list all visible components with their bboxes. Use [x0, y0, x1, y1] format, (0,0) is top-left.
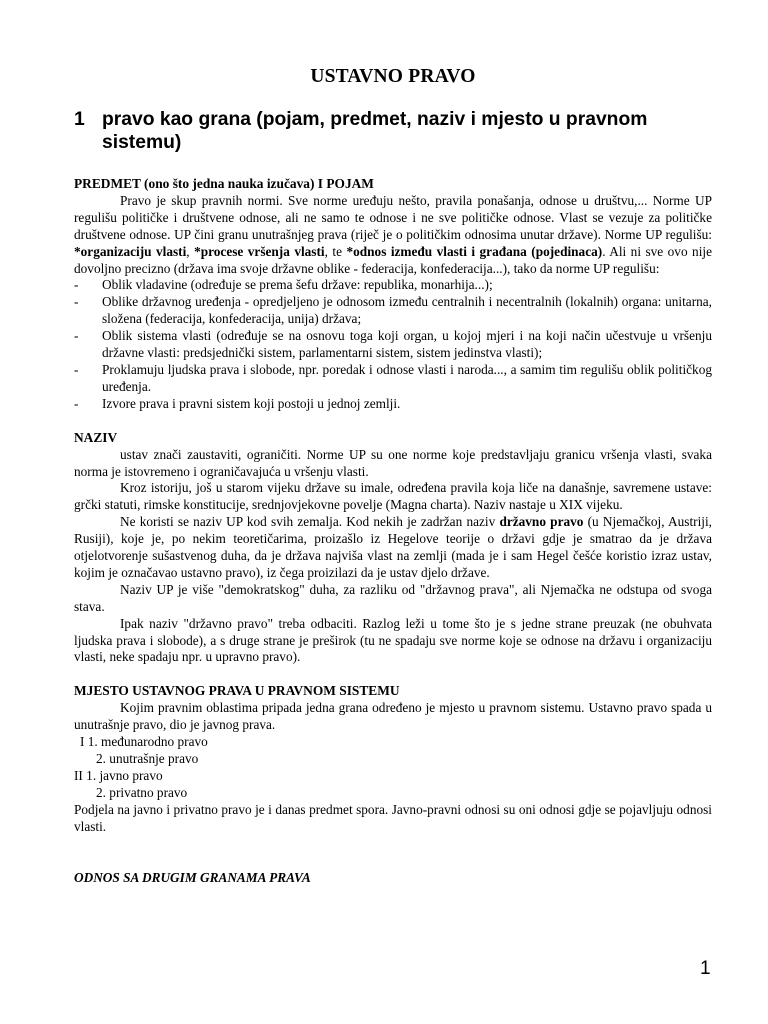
- predmet-bold-2: *procese vršenja vlasti: [194, 243, 325, 259]
- naziv-paragraph-2: Kroz istoriju, još u starom vijeku države su imale, određena pravila koja liče na današnje, savremene ustave: grčki statuti, rimske konstitucije, srednjovjekovne povelje (Magna charta). Naziv nastaje u XIX vijeku.: [74, 480, 712, 513]
- list-item: - Izvore prava i pravni sistem koji postoji u jednoj zemlji.: [74, 396, 712, 413]
- naziv-paragraph-4: Naziv UP je više "demokratskog" duha, za razliku od "državnog prava", ali Njemačka ne odstupa od svoga stava.: [74, 581, 712, 614]
- predmet-list: [74, 277, 712, 412]
- predmet-text-d: , te: [324, 243, 347, 259]
- list-item: - Oblik vladavine (određuje se prema šefu države: republika, monarhija...);: [74, 277, 712, 294]
- predmet-text-e: . Ali ni sve ovo nije dovoljno precizno (država ima svoje državne oblike - federacija, konfederacija...), tako da norme UP regulišu:: [74, 243, 712, 276]
- naziv-paragraph-3: [74, 514, 712, 582]
- naziv-paragraph-5: Ipak naziv "državno pravo" treba odbaciti. Razlog leži u tome što je s jedne strane preuzak (ne obuhvata ljudska prava i slobode), a s druge strane je preširok (tu ne spadaju sve norme koje se odnose na državu i organizaciju vlasti, neke spadaju npr. u upravno pravo).: [74, 615, 712, 665]
- predmet-bold-1: *organizaciju vlasti: [74, 243, 187, 259]
- mjesto-paragraph-1: Kojim pravnim oblastima pripada jedna grana određeno je mjesto u pravnom sistemu. Ustavno pravo spada u unutrašnje pravo, dio je javnog prava.: [74, 700, 712, 733]
- mjesto-paragraph-2: Podjela na javno i privatno pravo je i danas predmet spora. Javno-pravni odnosi su oni odnosi gdje se pojavljuju odnosi vlasti.: [74, 801, 712, 834]
- page-number: 1: [700, 958, 711, 979]
- section-heading-mjesto: MJESTO USTAVNOG PRAVA U PRAVNOM SISTEMU: [74, 683, 400, 699]
- predmet-text-c: ,: [186, 243, 195, 259]
- predmet-paragraph: [74, 193, 712, 278]
- list-item: - Oblike državnog uređenja - opredjeljeno je odnosom između centralnih i necentralnih (lokalnih) organa: unitarna, složena (federacija, konfederacija, unija) država;: [74, 294, 712, 328]
- document-title: USTAVNO PRAVO: [310, 66, 476, 87]
- document-body: [74, 176, 712, 886]
- division-line-3: II 1. javno pravo: [74, 767, 163, 783]
- chapter-number: 1: [74, 109, 85, 130]
- chapter-title: pravo kao grana (pojam, predmet, naziv i mjesto u pravnom sistemu): [102, 109, 648, 153]
- predmet-bold-3: *odnos između vlasti i građana (pojedinaca): [346, 243, 603, 259]
- list-item: - Proklamuju ljudska prava i slobode, npr. poredak i odnose vlasti i naroda..., a samim tim regulišu oblik političkog uređenja.: [74, 362, 712, 396]
- naziv-p3-text-a: Ne koristi se naziv UP kod svih zemalja. Kod nekih je zadržan naziv: [120, 514, 500, 530]
- naziv-p3-text-c: (u Njemačkoj, Austriji, Rusiji), koje je, po nekim teoretičarima, proizašlo iz Hegelove teorije o državi gdje je smatrao da je država otjelotvorenje sušastvenog duha, da je država najviša vlast na zemlji (mada je i sam Hegel češće koristio izraz ustav, kojim je označavao ustavno pravo), iz čega proizilazi da je ustav djelo države.: [74, 514, 712, 580]
- division-line-4: 2. privatno pravo: [96, 784, 188, 800]
- section-heading-naziv: NAZIV: [74, 429, 118, 445]
- naziv-p3-bold: državno pravo: [499, 514, 584, 530]
- division-line-1: I 1. međunarodno pravo: [80, 734, 208, 750]
- naziv-paragraph-1: ustav znači zaustaviti, ograničiti. Norme UP su one norme koje predstavljaju granicu vršenja vlasti, svaka norma je istovremeno i ograničavajuća u vršenju vlasti.: [74, 446, 712, 479]
- predmet-text-a: Pravo je skup pravnih normi. Sve norme uređuju nešto, pravila ponašanja, odnose u društvu,... Norme UP regulišu političke i društvene odnose, ali ne samo te odnose i ne sve političke odnose. Vlast se vezuje za političke društvene odnose. UP čini granu unutrašnjeg prava (riječ je o političkim odnosima unutar države). Norme UP regulišu:: [74, 192, 712, 242]
- section-heading-predmet: PREDMET (ono što jedna nauka izučava) I POJAM: [74, 176, 374, 191]
- division-line-2: 2. unutrašnje pravo: [96, 751, 199, 766]
- list-item: - Oblik sistema vlasti (određuje se na osnovu toga koji organ, u kojoj mjeri i na koji način učestvuje u vršenju državne vlasti: predsjednički sistem, parlamentarni sistem, sistem jedinstva vlasti);: [74, 328, 712, 362]
- section-heading-odnos: ODNOS SA DRUGIM GRANAMA PRAVA: [74, 869, 311, 885]
